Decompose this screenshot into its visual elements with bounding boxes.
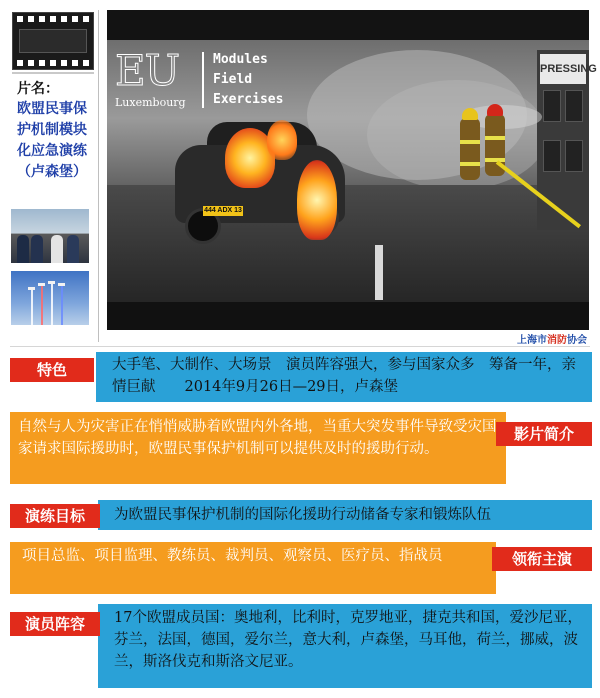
objective-text: 为欧盟民事保护机制的国际化援助行动储备专家和锻炼队伍: [98, 500, 592, 530]
thumbnail-airshow-photo[interactable]: [11, 271, 89, 325]
synopsis-label: 影片简介: [496, 422, 592, 446]
hero-photo: [107, 10, 597, 330]
features-text: 大手笔、大制作、大场景 演员阵容强大，参与国家众多 筹备一年，亲情巨献 2014年9月26日—29日，卢森堡: [96, 352, 592, 402]
caption-part: 上海市: [517, 335, 547, 346]
poster-title-lines: [213, 50, 283, 110]
caption-highlight: 消防: [547, 335, 567, 346]
objective-label: 演练目标: [10, 504, 100, 528]
features-label: 特色: [10, 358, 94, 382]
poster-line: Exercises: [213, 92, 284, 107]
film-reel-icon: [12, 12, 94, 70]
column-divider: [98, 10, 99, 342]
synopsis-text: 自然与人为灾害正在悄悄威胁着欧盟内外各地，当重大突发事件导致受灾国家请求国际援助时，欧盟民事保护机制可以提供及时的援助行动。: [10, 412, 506, 484]
license-plate: 444 ADX 13: [204, 207, 242, 214]
film-title: 欧盟民事保护机制模块化应急演练（卢森堡）: [17, 101, 87, 180]
caption-part: 协会: [567, 335, 587, 346]
poster-line: Field: [213, 72, 253, 87]
poster-line: Modules: [213, 52, 268, 67]
divider: [12, 72, 94, 74]
leads-text: 项目总监、项目监理、教练员、裁判员、观察员、医疗员、指战员: [10, 542, 496, 594]
eu-logo-subtitle: Luxembourg: [115, 96, 186, 109]
cast-text: 17个欧盟成员国：奥地利，比利时，克罗地亚，捷克共和国，爱沙尼亚，芬兰，法国，德国，爱尔兰，意大利，卢森堡，马耳他，荷兰，挪威，波兰，斯洛伐克和斯洛文尼亚。: [98, 604, 592, 688]
leads-label: 领衔主演: [492, 547, 592, 571]
divider: [10, 346, 590, 347]
street-sign: PRESSING: [540, 54, 586, 84]
cast-label: 演员阵容: [10, 612, 100, 636]
eu-logo: EU: [115, 46, 180, 95]
thumbnail-officials-photo[interactable]: [11, 209, 89, 263]
source-caption: [517, 331, 587, 346]
title-label: 片名：: [17, 81, 59, 97]
